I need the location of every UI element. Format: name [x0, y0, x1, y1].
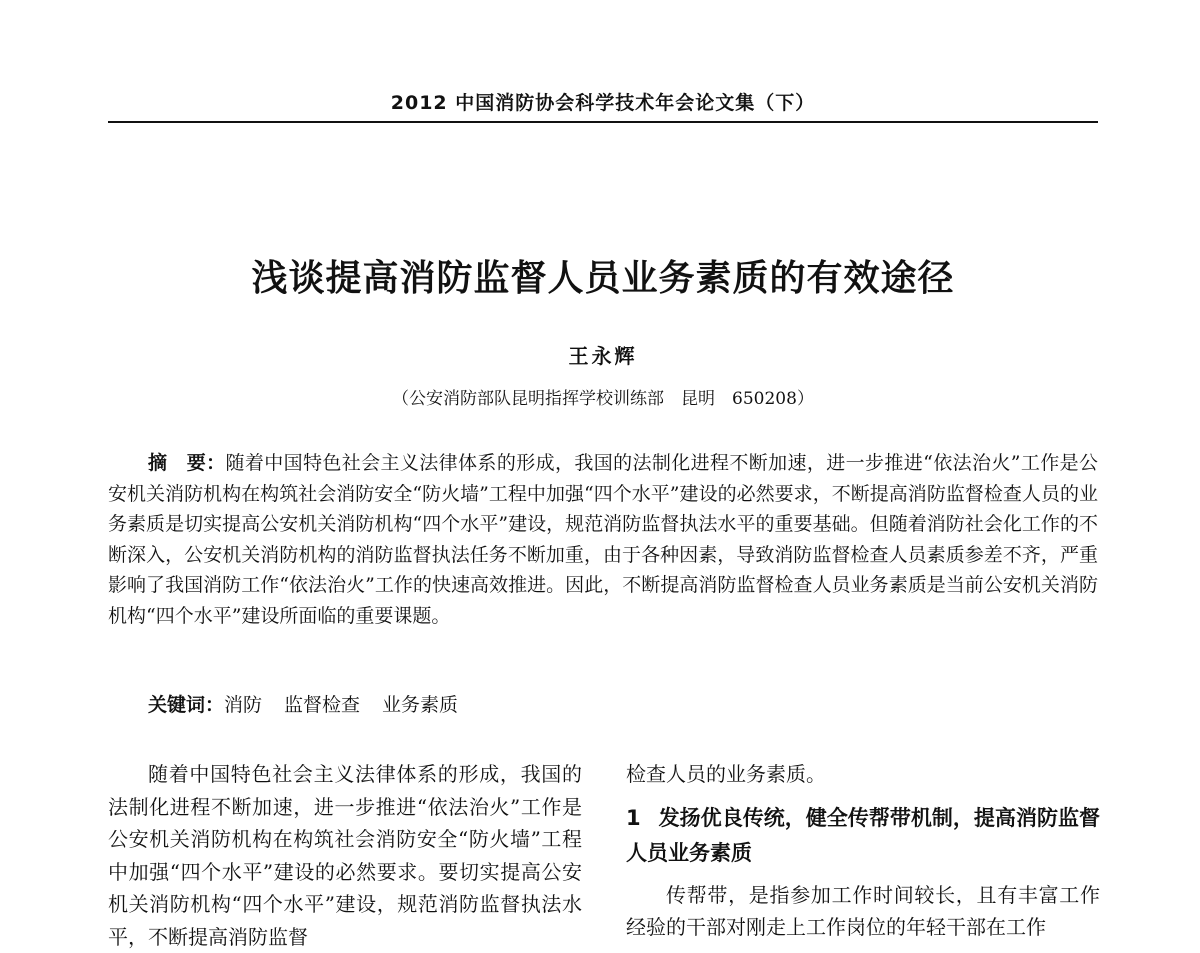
body-paragraph: 随着中国特色社会主义法律体系的形成，我国的法制化进程不断加速，进一步推进“依法治火”工作是公安机关消防机构在构筑社会消防安全“防火墙”工程中加强“四个水平”建设的必然要求。要切实提高公安机关消防机构“四个水平”建设，规范消防监督执法水平，不断提高消防监督	[108, 762, 582, 949]
abstract-text: 随着中国特色社会主义法律体系的形成，我国的法制化进程不断加速，进一步推进“依法治火”工作是公安机关消防机构在构筑社会消防安全“防火墙”工程中加强“四个水平”建设的必然要求，不断提高消防监督检查人员的业务素质是切实提高公安机关消防机构“四个水平”建设，规范消防监督执法水平的重要基础。但随着消防社会化工作的不断深入，公安机关消防机构的消防监督执法任务不断加重，由于各种因素，导致消防监督检查人员素质参差不齐，严重影响了我国消防工作“依法治火”工作的快速高效推进。因此，不断提高消防监督检查人员业务素质是当前公安机关消防机构“四个水平”建设所面临的重要课题。	[108, 452, 1098, 627]
abstract-label: 摘 要：	[148, 452, 226, 474]
section-number: 1	[626, 805, 641, 830]
keyword: 业务素质	[382, 694, 459, 716]
keywords-label: 关键词：	[148, 694, 225, 716]
section-title: 发扬优良传统，健全传帮带机制，提高消防监督人员业务素质	[626, 805, 1100, 865]
body-column-right	[626, 758, 1100, 944]
body-paragraph-continued: 检查人员的业务素质。	[626, 762, 826, 786]
header-rule	[108, 121, 1098, 123]
abstract	[108, 448, 1098, 631]
paper-title: 浅谈提高消防监督人员业务素质的有效途径	[251, 258, 955, 299]
keyword: 监督检查	[284, 694, 361, 716]
author-affiliation: （公安消防部队昆明指挥学校训练部 昆明 650208）	[392, 389, 814, 409]
running-head: 2012 中国消防协会科学技术年会论文集（下）	[390, 92, 816, 114]
author-name: 王永辉	[568, 344, 638, 368]
body-column-left	[108, 758, 582, 953]
keyword: 消防	[224, 694, 263, 716]
section-heading	[626, 801, 1100, 871]
body-paragraph: 传帮带，是指参加工作时间较长，且有丰富工作经验的干部对刚走上工作岗位的年轻干部在工作	[626, 882, 1100, 939]
keywords	[148, 690, 1098, 717]
